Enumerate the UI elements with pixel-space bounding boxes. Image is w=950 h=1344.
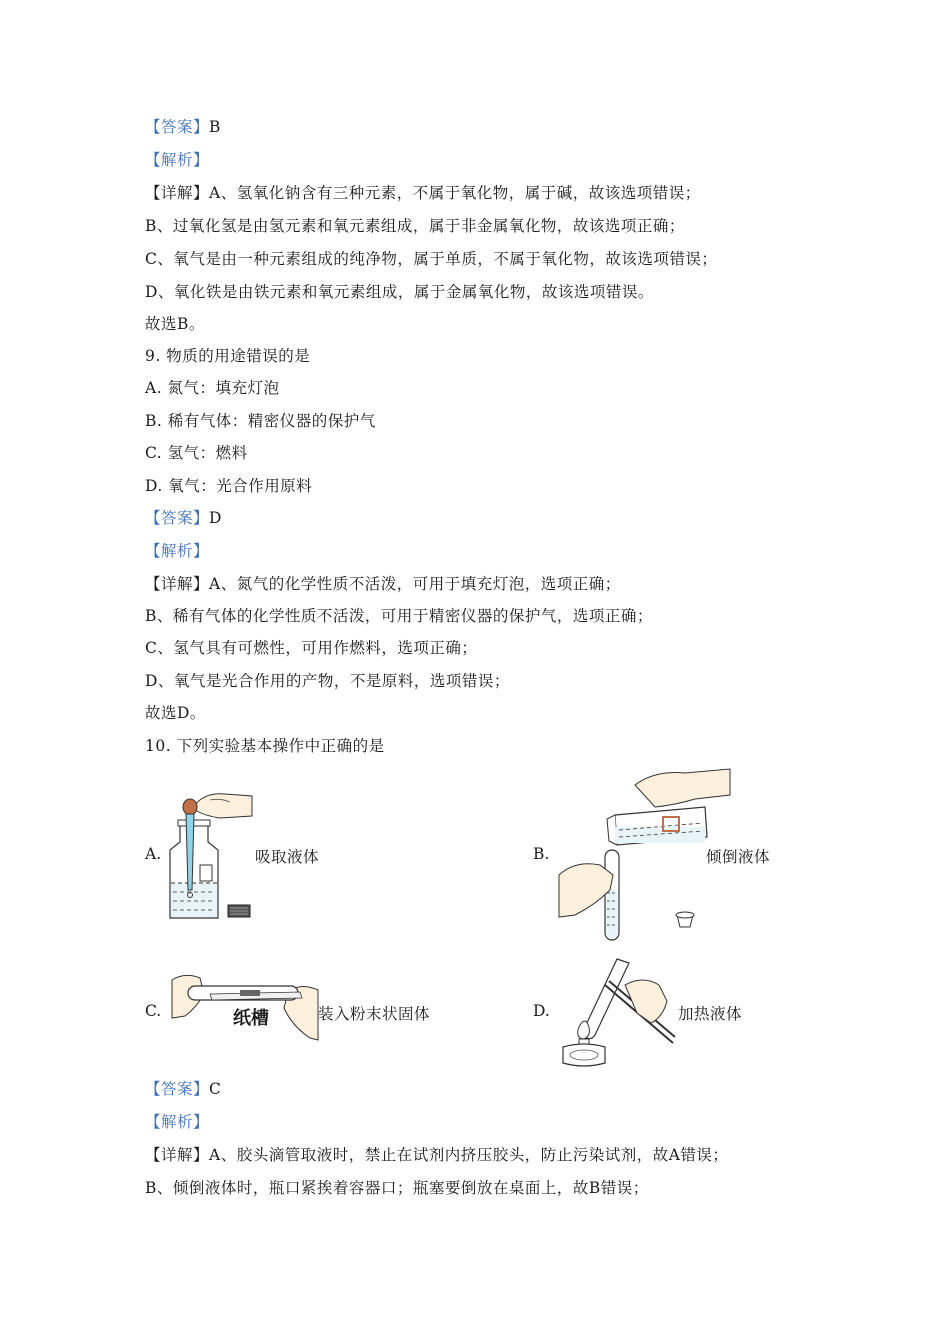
q10-option-d-letter: D.: [533, 1002, 550, 1020]
q8-detail-line-a: [145, 183, 701, 203]
q9-stem: 9. 物质的用途错误的是: [145, 347, 311, 365]
q9-answer: D: [209, 509, 222, 527]
q8-detail-d: D、氧化铁是由铁元素和氧元素组成，属于金属氧化物，故该选项错误。: [145, 283, 654, 301]
q8-answer: B: [209, 118, 221, 136]
q9-answer-line: [145, 508, 222, 528]
q10-answer: C: [209, 1080, 222, 1098]
q8-detail-c: C、氧气是由一种元素组成的纯净物，属于单质，不属于氧化物，故该选项错误；: [145, 250, 718, 268]
q10-option-b-letter: B.: [533, 845, 550, 863]
figure-c-label: 纸槽: [233, 1008, 269, 1029]
q8-analysis-tag: 【解析】: [145, 151, 210, 169]
q10-answer-line: [145, 1079, 221, 1099]
figure-a-dropper-bottle: [160, 780, 260, 925]
q10-option-c-caption: 装入粉末状固体: [318, 1005, 431, 1023]
detail-tag: 【详解】: [145, 184, 210, 202]
q10-detail-b: B、倾倒液体时，瓶口紧挨着容器口；瓶塞要倒放在桌面上，故B错误；: [145, 1179, 649, 1197]
q8-detail-b: B、过氧化氢是由氢元素和氧元素组成，属于非金属氧化物，故该选项正确；: [145, 217, 685, 235]
answer-tag: 【答案】: [145, 1080, 210, 1098]
q10-option-a-caption: 吸取液体: [255, 848, 320, 866]
q10-option-c-letter: C.: [145, 1002, 162, 1020]
q10-option-a-letter: A.: [145, 845, 162, 863]
q10-detail-a: A、胶头滴管取液时，禁止在试剂内挤压胶头，防止污染试剂，故A错误；: [209, 1146, 729, 1164]
figure-d-heating-liquid: [555, 955, 685, 1070]
q8-conclusion: 故选B。: [145, 315, 205, 333]
q9-option-d: D. 氧气：光合作用原料: [145, 477, 313, 495]
q8-answer-line: [145, 117, 221, 137]
q9-analysis-tag: 【解析】: [145, 542, 210, 560]
q10-option-d-caption: 加热液体: [678, 1005, 743, 1023]
q10-option-b-caption: 倾倒液体: [706, 848, 771, 866]
answer-tag: 【答案】: [145, 118, 210, 136]
q9-detail-line-a: [145, 574, 621, 594]
q10-stem: 10. 下列实验基本操作中正确的是: [145, 737, 385, 755]
q9-option-c: C. 氢气：燃料: [145, 444, 248, 462]
q9-conclusion: 故选D。: [145, 704, 206, 722]
q10-analysis-tag: 【解析】: [145, 1113, 210, 1131]
q9-detail-b: B、稀有气体的化学性质不活泼，可用于精密仪器的保护气，选项正确；: [145, 607, 653, 625]
q9-option-b: B. 稀有气体：精密仪器的保护气: [145, 412, 376, 430]
q9-detail-a: A、氮气的化学性质不活泼，可用于填充灯泡，选项正确；: [209, 575, 621, 593]
figure-b-pouring-liquid: [555, 765, 735, 945]
answer-tag: 【答案】: [145, 509, 210, 527]
q9-option-a: A. 氮气：填充灯泡: [145, 379, 280, 397]
detail-tag: 【详解】: [145, 575, 210, 593]
q10-detail-line-a: [145, 1145, 728, 1165]
q9-detail-d: D、氧气是光合作用的产物，不是原料，选项错误；: [145, 672, 510, 690]
detail-tag: 【详解】: [145, 1146, 210, 1164]
q8-detail-a: A、氢氧化钠含有三种元素，不属于氧化物，属于碱，故该选项错误；: [209, 184, 701, 202]
q9-detail-c: C、氢气具有可燃性，可用作燃料，选项正确；: [145, 639, 478, 657]
